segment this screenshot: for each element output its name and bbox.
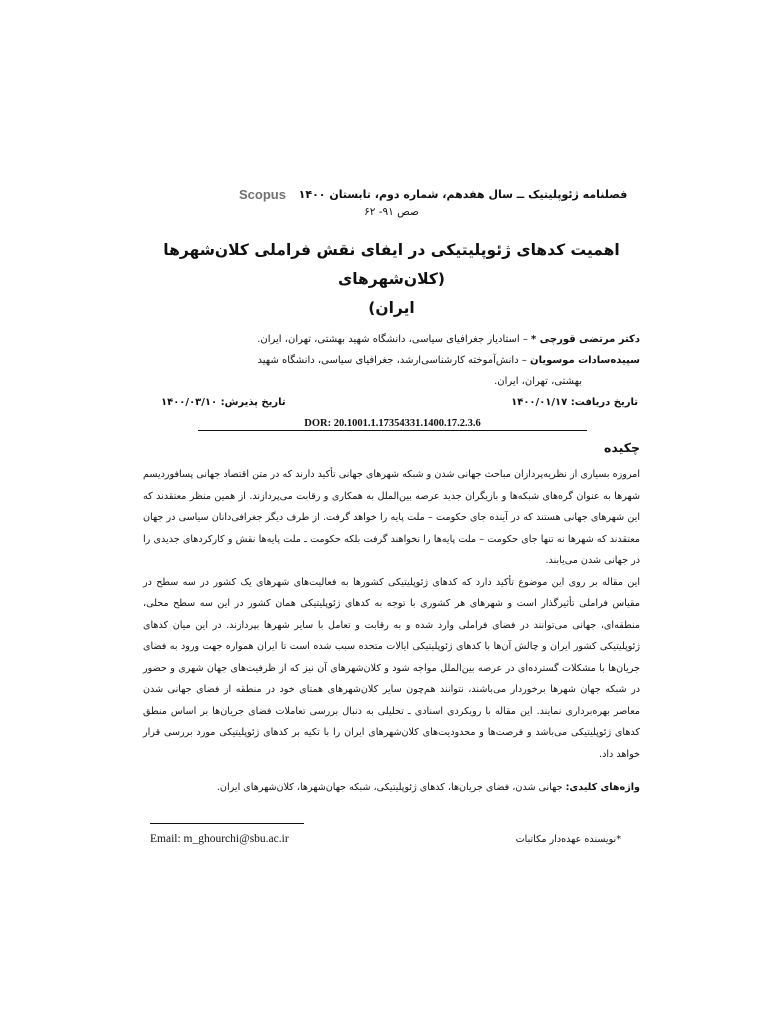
article-title-line-1: اهمیت کدهای ژئوپلیتیکی در ایفای نقش فراملی کلان‌شهرها (کلان‌شهرهای <box>163 241 620 288</box>
accepted-date: تاریخ پذیرش: ۱۴۰۰/۰۳/۱۰ <box>161 397 286 408</box>
author-email: Email: m_ghourchi@sbu.ac.ir <box>150 833 289 845</box>
scopus-logo: Scopus <box>239 186 286 202</box>
article-dates <box>143 397 640 408</box>
keywords <box>143 778 640 798</box>
author-entry <box>143 350 640 371</box>
page-range: صص ۹۱- ۶۲ <box>364 206 419 218</box>
received-date: تاریخ دریافت: ۱۴۰۰/۰۱/۱۷ <box>511 397 638 408</box>
keywords-label: واژه‌های کلیدی: <box>565 782 640 793</box>
author-list <box>143 329 640 392</box>
dor-identifier: DOR: 20.1001.1.17354331.1400.17.2.3.6 <box>198 418 587 431</box>
abstract-heading: چکیده <box>604 440 640 455</box>
author-name: دکتر مرتضی قورچی * <box>531 334 640 345</box>
abstract-paragraph-1: امروزه بسیاری از نظریه‌پردازان مباحث جهانی شدن و شبکه شهرهای جهانی تأکید دارند که در متن اقتصاد جهانی پسافوردیسم شهرها به عنوان گره‌های شبکه‌ها و بازیگران جدید عرصه بین‌الملل به همکاری و رقابت می‌پردازند. از همین منظر معتقدند که این شهرهای جهانی هستند که در آینده جای حکومت – ملت پایه را خواهد گرفت. از طرف دیگر جغرافی‌دانان سیاسی در جهان معتقدند که شهرها نه تنها جای حکومت – ملت پایه‌ها را نخواهند گرفت بلکه حکومت ـ ملت پایه‌ها نقش و کارکردهای جدیدی را در جهانی شدن می‌یابند. <box>143 469 640 566</box>
article-first-page <box>143 183 640 798</box>
keywords-list: جهانی شدن، فضای جریان‌ها، کدهای ژئوپلیتیکی، شبکه جهان‌شهرها، کلان‌شهرهای ایران. <box>216 782 563 793</box>
author-affiliation: – دانش‌آموخته کارشناسی‌ارشد، جغرافیای سیاسی، دانشگاه شهید <box>257 355 527 366</box>
author-affiliation: – استادیار جغرافیای سیاسی، دانشگاه شهید بهشتی، تهران، ایران. <box>257 334 528 345</box>
author-name: سپیده‌سادات موسویان <box>530 355 640 366</box>
corresponding-author-note: *نویسنده عهده‌دار مکاتبات <box>515 834 621 845</box>
journal-header <box>143 183 640 205</box>
abstract-paragraph-2: این مقاله بر روی این موضوع تأکید دارد که کدهای ژئوپلیتیکی کشورها به فعالیت‌های شهرهای یک کشور در سه سطح در مقیاس فراملی تأثیرگذار است و شهرهای هر کشوری با توجه به کدهای ژئوپلیتیکی همان کشور در این سه سطح محلی، منطقه‌ای، جهانی می‌توانند در فضای فراملی وارد شده و به رقابت و تعامل با سایر شهرها بپردازند. در این میان کدهای ژئوپلیتیکی کشور ایران و چالش آن‌ها با کدهای ژئوپلیتیکی ایالات متحده سبب شده است تا ایران همواره جهت ورود به فضای جریان‌ها با مشکلات گسترده‌ای در عرصه بین‌الملل مواجه شود و کلان‌شهرهای آن نیز که از ظرفیت‌های جهان شهری و حضور در شبکه جهان شهرها برخوردار می‌باشند، نتوانند هم‌چون سایر کلان‌شهرهای همتای خود در منطقه از فضای جهانی شدن معاصر بهره‌برداری نمایند. این مقاله با رویکردی اسنادی ـ تحلیلی به دنبال بررسی تعاملات فضای جریان‌ها بر اساس منطق کدهای ژئوپلیتیکی می‌باشد و فرصت‌ها و محدودیت‌های کلان‌شهرهای ایران را با تکیه بر کدهای ژئوپلیتیکی مورد بررسی قرار خواهد داد. <box>143 576 640 760</box>
author-entry <box>143 329 640 350</box>
journal-info: فصلنامه ژئوپلیتیک ــ سال هفدهم، شماره دوم، تابستان ۱۴۰۰ <box>298 187 628 201</box>
author-affiliation-continued: بهشتی، تهران، ایران. <box>494 376 582 387</box>
footnote-divider <box>150 823 304 824</box>
article-title <box>143 236 640 323</box>
article-title-line-2: ایران) <box>368 299 415 317</box>
